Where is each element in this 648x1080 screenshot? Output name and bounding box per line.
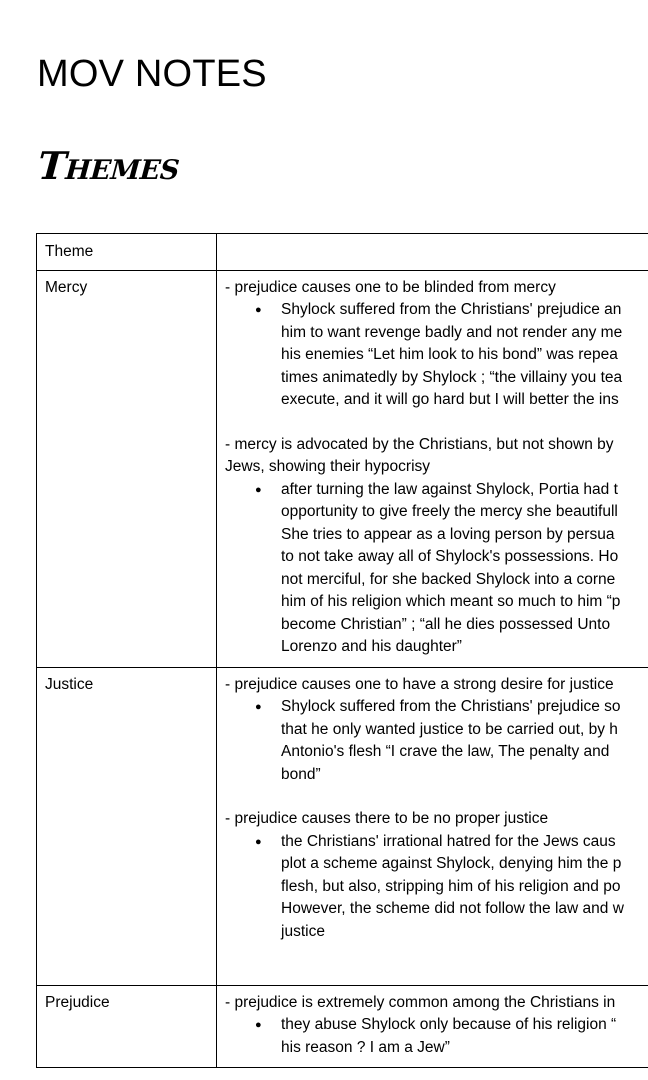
table-row-justice — [37, 667, 648, 985]
evidence-list — [225, 831, 648, 944]
point-text: - prejudice causes one to have a strong desire for justice — [225, 675, 614, 693]
theme-cell: Justice — [37, 667, 217, 985]
evidence-bullet: ● they abuse Shylock only because of his religion “ his reason ? I am a Jew” — [281, 1014, 648, 1059]
note-point — [225, 277, 648, 412]
header-cell-theme: Theme — [37, 234, 217, 271]
point-text: - prejudice causes one to be blinded from mercy — [225, 278, 556, 296]
table-row-mercy — [37, 270, 648, 667]
theme-cell: Mercy — [37, 270, 217, 667]
notes-cell — [217, 985, 648, 1068]
notes-cell — [217, 270, 648, 667]
document-title: MOV NOTES — [37, 53, 267, 95]
point-text: - prejudice causes there to be no proper justice — [225, 810, 549, 827]
evidence-bullet: ● the Christians' irrational hatred for the Jews caus plot a scheme against Shylock, denying him the p flesh, but also, stripping him of his religion and po However, the scheme did not follow the law and w justice — [281, 831, 648, 944]
note-point — [225, 992, 648, 1060]
note-point — [225, 808, 648, 943]
evidence-bullet: ● Shylock suffered from the Christians' prejudice an him to want revenge badly and not render any me his enemies “Let him look to his bond” was repea times animatedly by Shylock ; “the villainy you tea execute, and it will go hard but I will better the ins — [281, 299, 648, 412]
header-cell-notes — [217, 234, 648, 271]
section-heading-themes: Themes — [36, 143, 181, 188]
evidence-list — [225, 1014, 648, 1059]
evidence-list — [225, 696, 648, 786]
point-text: - prejudice is extremely common among the Christians in — [225, 993, 616, 1011]
table-row-prejudice — [37, 985, 648, 1068]
evidence-bullet: ● Shylock suffered from the Christians' prejudice so that he only wanted justice to be carried out, by h Antonio's flesh “I crave the law, The penalty and bond” — [281, 696, 648, 786]
evidence-list — [225, 299, 648, 412]
evidence-bullet: ● after turning the law against Shylock, Portia had t opportunity to give freely the mercy she beautifull She tries to appear as a loving person by persua to not take away all of Shylock's possessions. Ho not merciful, for she backed Shylock into a corne him of his religion which meant so much to him “p become Christian” ; “all he dies possessed Unto Lorenzo and his daughter” — [281, 479, 648, 659]
table-header-row — [37, 234, 648, 271]
notes-cell — [217, 667, 648, 985]
note-point — [225, 674, 648, 787]
themes-table — [36, 233, 648, 1068]
evidence-list — [225, 479, 648, 659]
note-point — [225, 434, 648, 659]
theme-cell: Prejudice — [37, 985, 217, 1068]
point-text: - mercy is advocated by the Christians, but not shown by Jews, showing their hypocrisy — [225, 435, 614, 475]
